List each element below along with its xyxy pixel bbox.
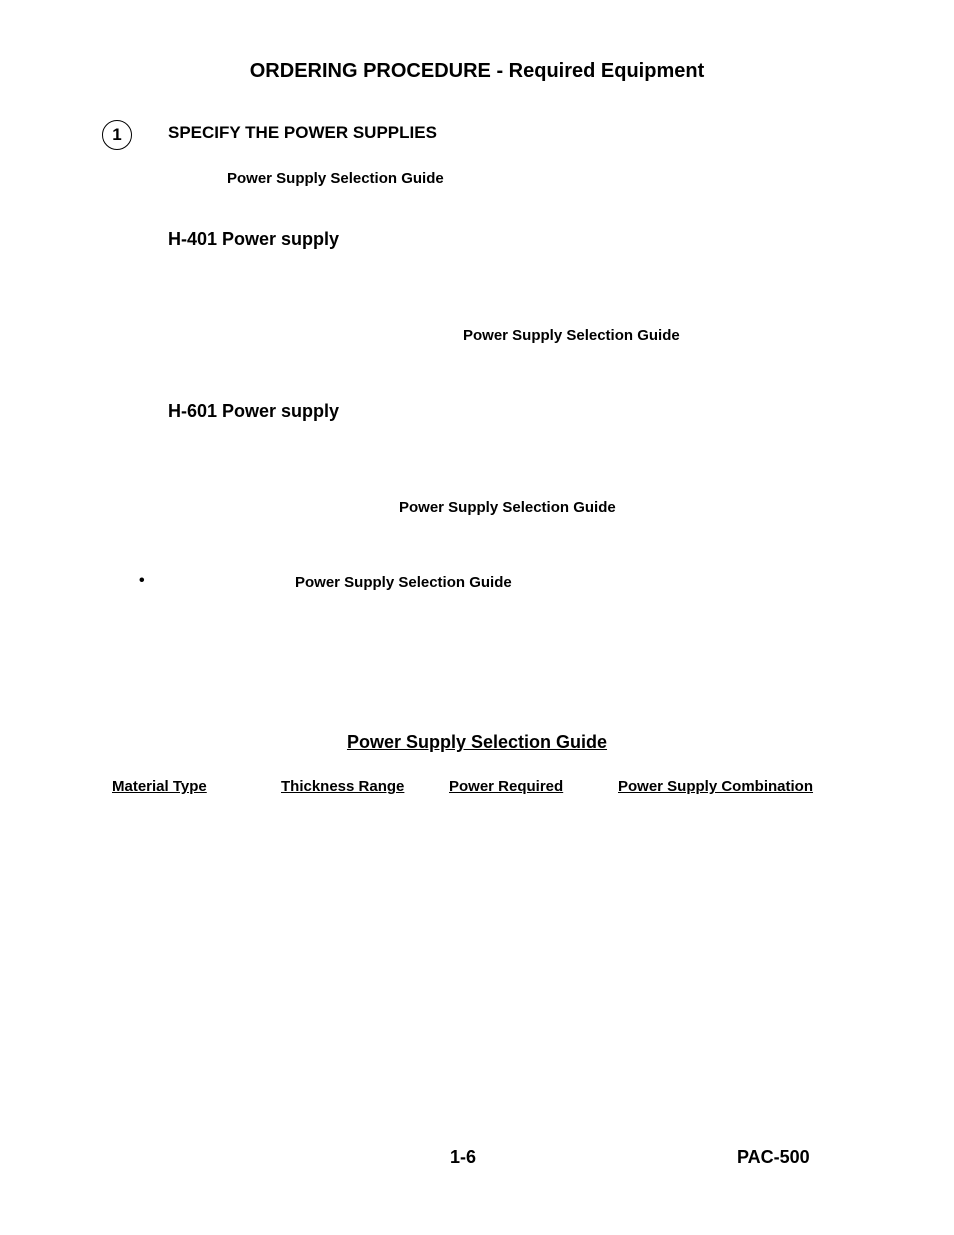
column-header-material-type: Material Type [112, 778, 207, 795]
model-name: PAC-500 [737, 1147, 810, 1167]
selection-guide-title-text: Power Supply Selection Guide [346, 732, 608, 752]
h601-heading: H-601 Power supply [168, 401, 340, 421]
page-number: 1-6 [450, 1147, 477, 1167]
section-heading: SPECIFY THE POWER SUPPLIES [168, 123, 437, 142]
selection-guide-reference: Power Supply Selection Guide [227, 170, 444, 187]
selection-guide-reference: Power Supply Selection Guide [399, 499, 616, 516]
column-header-thickness-range: Thickness Range [281, 778, 405, 795]
column-header-power-required: Power Required [449, 778, 564, 795]
bullet-point: • [139, 572, 145, 589]
step-number-badge: 1 [102, 120, 132, 150]
h401-heading: H-401 Power supply [168, 229, 340, 249]
selection-guide-title [0, 732, 954, 753]
selection-guide-reference: Power Supply Selection Guide [463, 327, 680, 344]
page-title: ORDERING PROCEDURE - Required Equipment [249, 60, 705, 82]
selection-guide-reference: Power Supply Selection Guide [295, 574, 512, 591]
column-header-power-supply-combination: Power Supply Combination [618, 778, 814, 795]
